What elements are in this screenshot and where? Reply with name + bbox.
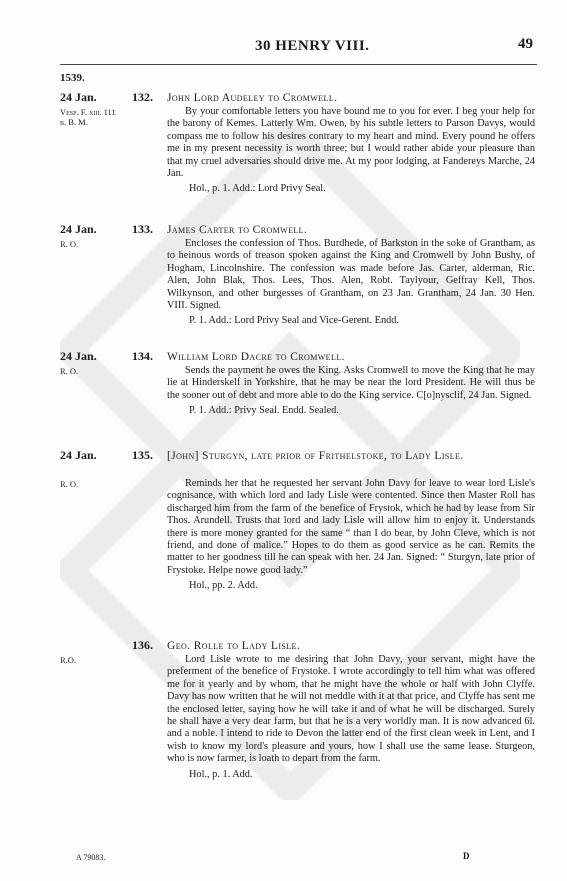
entry-text: Sends the payment he owes the King. Asks Cromwell to move the King that he may lie at Hinderskelf in Yorkshire, that he may be near the lord President. He will thus be the sooner out of debt and more able to do the King service. C[o]nysclif, 24 Jan. Signed.: [167, 365, 535, 401]
entry-136: [60, 638, 535, 781]
year-label: 1539.: [60, 72, 85, 84]
entry-133: [60, 222, 535, 327]
entry-text: Reminds her that he requested her servant John Davy for leave to wear lord Lisle's cognisance, with which lord and lady Lisle were contented. Since then Master Roll has discharged him from the farm of the benefice of Frystok, which he had by lease from Sir Thos. Arundell. Trusts that lord and lady Lisle will allow him to enjoy it. Understands there is more money granted for the same “ than I do bear, by John Cleve, which is not friend, and done of malice.” Hopes to do them as good service as he can. Remits the matter to her goodness till he can speak with her. 24 Jan. Signed: “ Sturgyn, late prior of Frystoke. Helpe nowe good lady.”: [167, 478, 535, 576]
entry-number: 136.: [132, 638, 153, 652]
entry-number: 135.: [132, 448, 153, 462]
entry-number: 133.: [132, 222, 153, 236]
signature-code: A 79083.: [76, 853, 106, 862]
entry-text: Encloses the confession of Thos. Burdhede, of Barkston in the soke of Grantham, as to heinous words of treason spoken against the King and Cromwell by John Bushy, of Hogham, Lincolnshire. The confession was made before Jas. Carter, alderman, Ric. Alen, John Blak, Thos. Lees, Thos. Alen, Robt. Taylyour, Geffray Kell, Thos. Wilkynson, and other burgesses of Grantham, on 23 Jan. Grantham, 24 Jan. 30 Hen. VIII. Signed.: [167, 238, 535, 312]
entry-reference: R. O.: [60, 239, 79, 249]
entry-title: James Carter to Cromwell.: [167, 224, 308, 236]
entry-reference: R. O.: [60, 479, 79, 489]
entry-metadata: P. 1. Add.: Lord Privy Seal and Vice-Gerent. Endd.: [189, 315, 399, 327]
entry-reference: R.O.: [60, 655, 77, 665]
entry-metadata: P. 1. Add.: Privy Seal. Endd. Sealed.: [189, 405, 339, 417]
entry-number: 132.: [132, 90, 153, 104]
header-rule: [60, 64, 537, 65]
page-number: 49: [518, 36, 533, 52]
entry-date: 24 Jan.: [60, 448, 97, 462]
entry-135: [60, 448, 535, 592]
entry-text: By your comfortable letters you have bound me to you for ever. I beg your help for the barony of Kemes. Latterly Wm. Owen, by his subtle letters to Parson Davys, would compass me to follow his desires contrary to my heart and mind. Every pound he offers me in my present necessity is worth three; but I would rather abide your pleasure than that my cruel adversaries should drive me. At my poor lodging, at Fandereys Marche, 24 Jan.: [167, 106, 535, 180]
entry-date: 24 Jan.: [60, 222, 97, 236]
entry-date: 24 Jan.: [60, 90, 97, 104]
entry-reference: Vesp. F. xiii. 111 b. B. M.: [60, 107, 116, 127]
entry-metadata: Hol., p. 1. Add.: [189, 768, 253, 780]
entry-date: 24 Jan.: [60, 349, 97, 363]
entry-title: [John] Sturgyn, late prior of Frithelstoke, to Lady Lisle.: [167, 450, 464, 462]
entry-title: John Lord Audeley to Cromwell.: [167, 92, 338, 104]
entry-134: [60, 349, 535, 417]
entry-title: William Lord Dacre to Cromwell.: [167, 351, 345, 363]
entry-number: 134.: [132, 349, 153, 363]
entry-text: Lord Lisle wrote to me desiring that John Davy, your servant, might have the preferment of the benefice of Frystoke. I wrote accordingly to tell him what was offered me for it yearly and by whom, that he might have the whole or half with John Clyffe. Davy has now written that he will not meddle with it at that price, and Clyffe has sent me the enclosed letter, saying how he will take it and of what he will be discharged. Surely he shall have a very dear farm, but that he is a very worldly man. It is now advanced 6l. and a noble. I intend to ride to Devon the latter end of the first clean week in Lent, and I wish to know my lord's pleasure and yours, how I shall use the same lease. Sturgeon, who is now farmer, is loath to depart from the farm.: [167, 654, 535, 765]
entry-reference: R. O.: [60, 366, 79, 376]
entry-title: Geo. Rolle to Lady Lisle.: [167, 640, 301, 652]
entry-metadata: Hol., pp. 2. Add.: [189, 580, 258, 592]
entry-metadata: Hol., p. 1. Add.: Lord Privy Seal.: [189, 183, 326, 195]
running-title: 30 HENRY VIII.: [255, 38, 370, 54]
signature-letter: D: [463, 851, 470, 861]
entry-132: [60, 90, 535, 195]
